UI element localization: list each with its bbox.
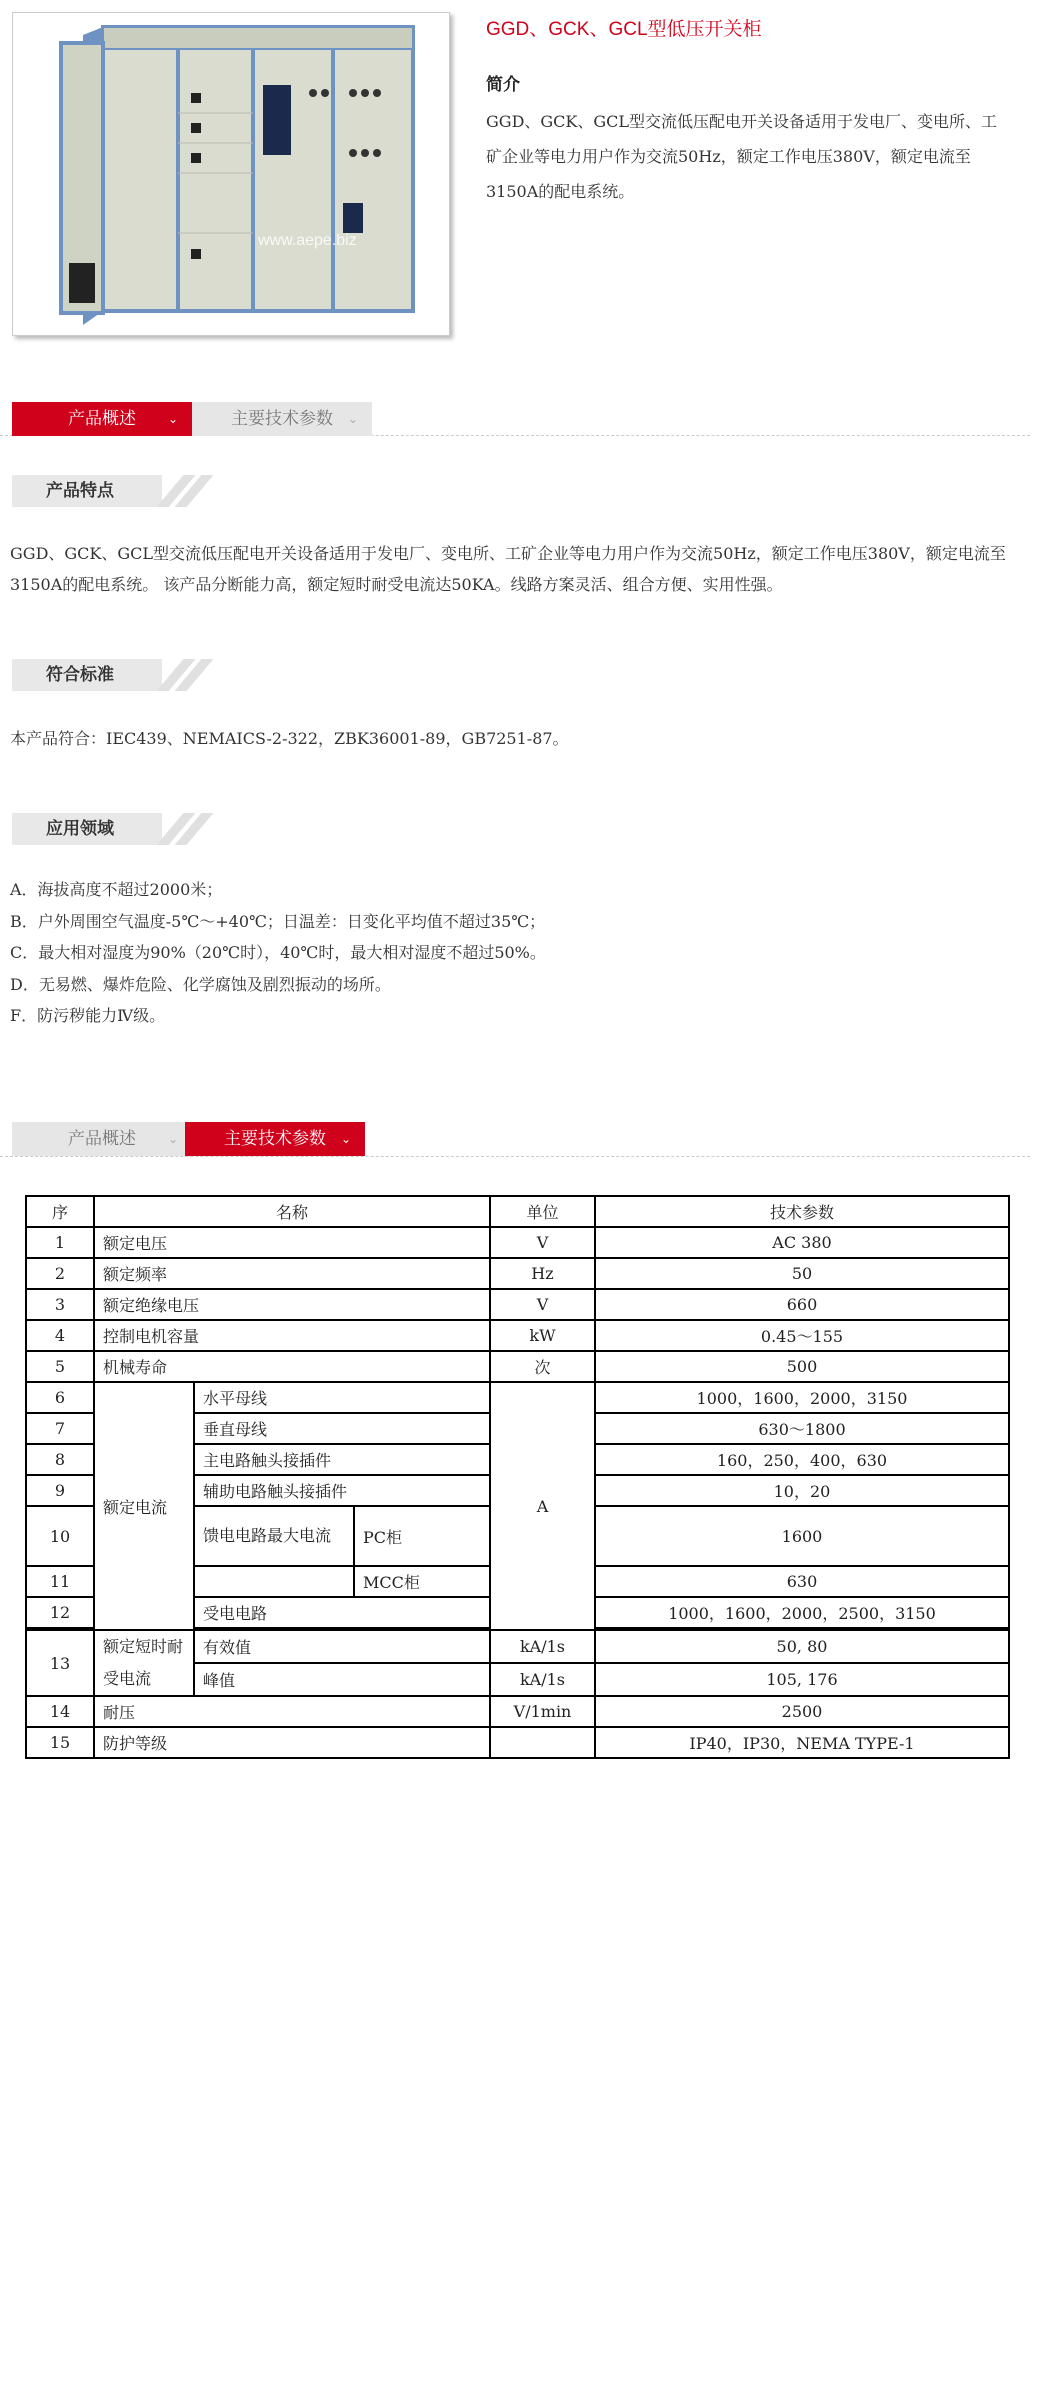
row-value: 10，20: [595, 1475, 1009, 1506]
standards-text: 本产品符合：IEC439、NEMAICS-2-322，ZBK36001-89，GB7251-87。: [10, 729, 569, 748]
row-name: 额定绝缘电压: [94, 1289, 490, 1320]
row-no: 11: [26, 1566, 94, 1597]
row-name: 辅助电路触头接插件: [194, 1475, 490, 1506]
list-item: B．户外周围空气温度-5℃～+40℃；日温差：日变化平均值不超过35℃；: [10, 911, 546, 931]
row-value: IP40，IP30，NEMA TYPE-1: [595, 1727, 1009, 1758]
row-value: 500: [595, 1351, 1009, 1382]
row-name: 垂直母线: [194, 1413, 490, 1444]
row-unit: 次: [490, 1351, 595, 1382]
table-row: [26, 1630, 1009, 1663]
tab-params-label: 主要技术参数: [231, 409, 333, 428]
list-item: C．最大相对湿度为90%（20℃时），40℃时，最大相对湿度不超过50%。: [10, 943, 546, 962]
row-no: 5: [26, 1351, 94, 1382]
list-item: F．防污秽能力Ⅳ级。: [10, 1006, 166, 1025]
row-name: 额定频率: [94, 1258, 490, 1289]
row-no: 10: [26, 1506, 94, 1566]
chevron-down-icon: ⌄: [167, 1132, 178, 1146]
row-unit: kA/1s: [490, 1663, 595, 1696]
row-unit: [490, 1727, 595, 1758]
applications-heading: 应用领域: [46, 819, 114, 839]
intro-heading: 简介: [486, 75, 520, 95]
row-no: 14: [26, 1696, 94, 1727]
table-header-row: [26, 1196, 1009, 1227]
row-no: 4: [26, 1320, 94, 1351]
row-value: 0.45～155: [595, 1320, 1009, 1351]
header-value: 技术参数: [595, 1196, 1009, 1227]
switchgear-cabinet-illustration: [13, 13, 449, 335]
row-name: 耐压: [94, 1696, 490, 1727]
row-value: 630～1800: [595, 1413, 1009, 1444]
row-value: 105, 176: [595, 1663, 1009, 1696]
tab-overview-label: 产品概述: [68, 409, 136, 428]
row-name: 受电电路: [194, 1597, 490, 1628]
row-no: 12: [26, 1597, 94, 1628]
intro-text: GGD、GCK、GCL型交流低压配电开关设备适用于发电厂、变电所、工矿企业等电力用户作为交流50Hz，额定工作电压380V，额定电流至3150A的配电系统。: [486, 112, 998, 201]
header-unit: 单位: [490, 1196, 595, 1227]
tab-params[interactable]: [185, 1122, 365, 1156]
chevron-down-icon: ⌄: [347, 412, 358, 426]
row-no: 15: [26, 1727, 94, 1758]
tab-overview[interactable]: [12, 1122, 192, 1156]
row-no: 1: [26, 1227, 94, 1258]
row-no: 13: [26, 1630, 94, 1696]
row-name: 主电路触头接插件: [194, 1444, 490, 1475]
row-name: 峰值: [194, 1663, 490, 1696]
section-header-features: [12, 475, 202, 507]
row-value: 630: [595, 1566, 1009, 1597]
row-no: 7: [26, 1413, 94, 1444]
row-value: 660: [595, 1289, 1009, 1320]
applications-list: [10, 874, 546, 1032]
row-name: 防护等级: [94, 1727, 490, 1758]
row-name: 机械寿命: [94, 1351, 490, 1382]
table-row: [26, 1351, 1009, 1382]
row-name-empty: [194, 1566, 354, 1597]
section-header-standards: [12, 659, 202, 691]
chevron-down-icon: ⌄: [340, 1132, 351, 1146]
list-item: D．无易燃、爆炸危险、化学腐蚀及剧烈振动的场所。: [10, 974, 391, 994]
table-row: [26, 1227, 1009, 1258]
row-value: 50: [595, 1258, 1009, 1289]
row-value: 50, 80: [595, 1630, 1009, 1663]
header-no: 序: [26, 1196, 94, 1227]
table-row: [26, 1382, 1009, 1413]
row-name: 额定电压: [94, 1227, 490, 1258]
row-unit: Hz: [490, 1258, 595, 1289]
rated-current-group-label: 额定电流: [94, 1382, 194, 1630]
features-text: GGD、GCK、GCL型交流低压配电开关设备适用于发电厂、变电所、工矿企业等电力用户作为交流50Hz，额定工作电压380V，额定电流至3150A的配电系统。 该产品分断能力高，额定短时耐受电流达50KA。线路方案灵活、组合方便、实用性强。: [10, 544, 1006, 594]
image-watermark: www.aepe.biz: [258, 232, 357, 249]
row-name: 控制电机容量: [94, 1320, 490, 1351]
table-row: [26, 1727, 1009, 1758]
row-no: 2: [26, 1258, 94, 1289]
short-time-group-label: 额定短时耐受电流: [94, 1630, 194, 1696]
row-value: 1000，1600，2000，3150: [595, 1382, 1009, 1413]
table-row: [26, 1258, 1009, 1289]
row-name: 有效值: [194, 1630, 490, 1663]
rated-current-unit: A: [490, 1382, 595, 1630]
row-name: 馈电电路最大电流: [194, 1506, 354, 1566]
row-name: 水平母线: [194, 1382, 490, 1413]
features-heading: 产品特点: [46, 481, 114, 501]
row-no: 9: [26, 1475, 94, 1506]
table-row: [26, 1696, 1009, 1727]
table-row: [26, 1289, 1009, 1320]
row-value: 1000，1600，2000，2500，3150: [595, 1597, 1009, 1628]
row-sub: MCC柜: [354, 1566, 490, 1597]
standards-heading: 符合标准: [46, 665, 114, 685]
row-sub: PC柜: [354, 1506, 490, 1566]
row-unit: kA/1s: [490, 1630, 595, 1663]
header-name: 名称: [94, 1196, 490, 1227]
product-image: [12, 12, 450, 336]
row-no: 8: [26, 1444, 94, 1475]
tab-params[interactable]: [192, 402, 372, 436]
row-unit: kW: [490, 1320, 595, 1351]
tab-params-label: 主要技术参数: [224, 1129, 326, 1148]
chevron-down-icon: ⌄: [167, 412, 178, 426]
list-item: A．海拔高度不超过2000米；: [10, 880, 223, 899]
section-header-applications: [12, 813, 202, 845]
row-no: 6: [26, 1382, 94, 1413]
row-value: 1600: [595, 1506, 1009, 1566]
row-unit: V: [490, 1289, 595, 1320]
tab-overview-label: 产品概述: [68, 1129, 136, 1148]
table-row: [26, 1320, 1009, 1351]
row-value: 160，250，400，630: [595, 1444, 1009, 1475]
row-value: 2500: [595, 1696, 1009, 1727]
row-unit: V/1min: [490, 1696, 595, 1727]
row-value: AC 380: [595, 1227, 1009, 1258]
row-no: 3: [26, 1289, 94, 1320]
product-title: GGD、GCK、GCL型低压开关柜: [486, 19, 762, 40]
tab-divider: [0, 1156, 1030, 1157]
row-unit: V: [490, 1227, 595, 1258]
tab-overview[interactable]: [12, 402, 192, 436]
spec-table: [25, 1195, 1010, 1759]
